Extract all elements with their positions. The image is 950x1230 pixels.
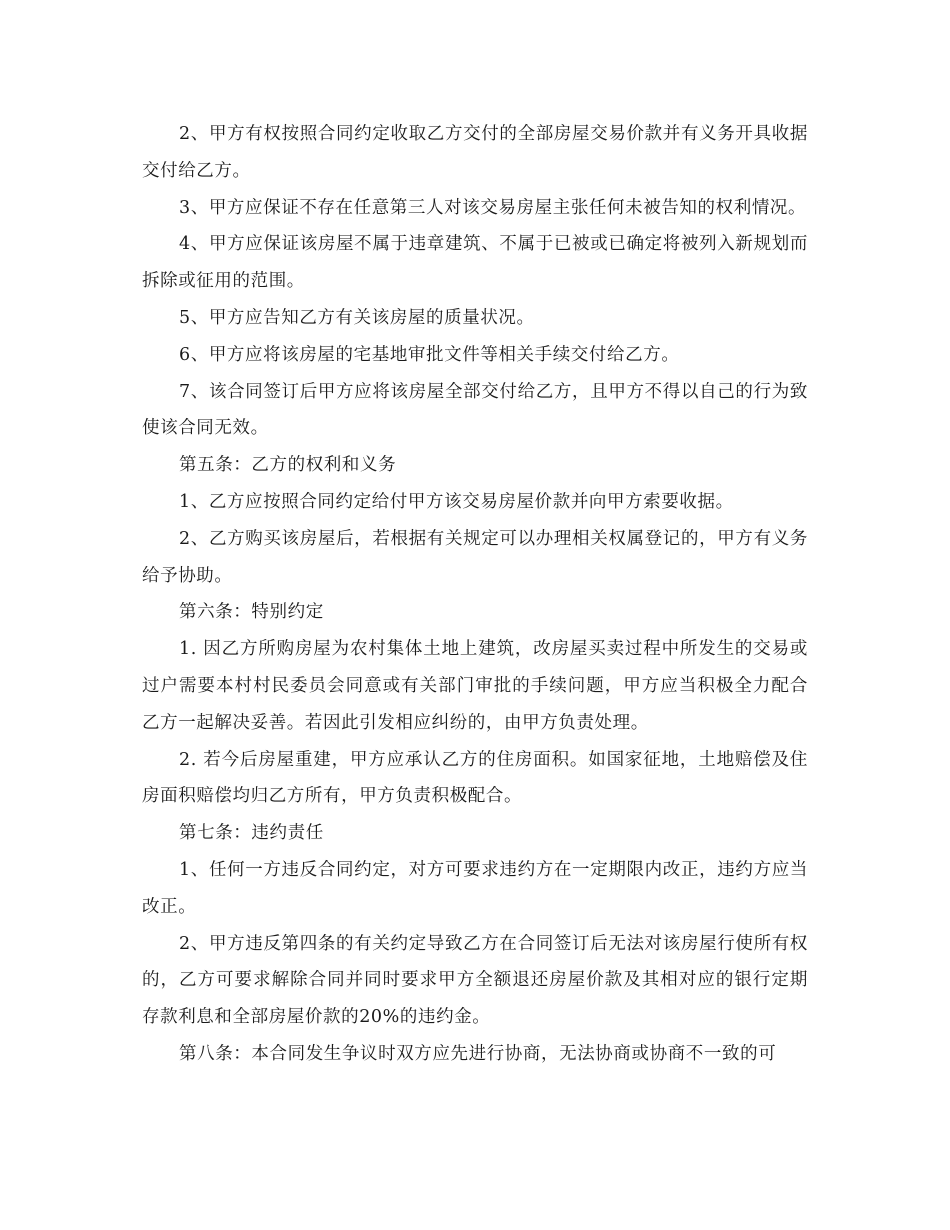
clause-8-heading: 第八条：本合同发生争议时双方应先进行协商，无法协商或协商不一致的可 bbox=[179, 1043, 777, 1064]
clause-4-item-2: 2、甲方有权按照合同约定收取乙方交付的全部房屋交易价款并有义务开具收据交付给乙方。 bbox=[142, 124, 808, 181]
clause-4-item-5: 5、甲方应告知乙方有关该房屋的质量状况。 bbox=[179, 307, 535, 328]
clause-7-heading: 第七条：违约责任 bbox=[179, 823, 324, 844]
clause-7-item-2: 2、甲方违反第四条的有关约定导致乙方在合同签订后无法对该房屋行使所有权的，乙方可要求解除合同并同时要求甲方全额退还房屋价款及其相对应的银行定期存款利息和全部房屋价款的20%的违约金。 bbox=[142, 933, 808, 1028]
clause-7-item-1: 1、任何一方违反合同约定，对方可要求违约方在一定期限内改正，违约方应当改正。 bbox=[142, 859, 808, 917]
clause-5-item-1: 1、乙方应按照合同约定给付甲方该交易房屋价款并向甲方索要收据。 bbox=[179, 491, 734, 512]
clause-5-heading: 第五条：乙方的权利和义务 bbox=[179, 455, 397, 476]
clause-4-item-7: 7、该合同签订后甲方应将该房屋全部交付给乙方，且甲方不得以自己的行为致使该合同无效。 bbox=[142, 381, 808, 439]
clause-5-item-2: 2、乙方购买该房屋后，若根据有关规定可以办理相关权属登记的，甲方有义务给予协助。 bbox=[142, 528, 808, 586]
clause-4-item-4: 4、甲方应保证该房屋不属于违章建筑、不属于已被或已确定将被列入新规划而拆除或征用的范围。 bbox=[142, 234, 808, 292]
clause-4-item-6: 6、甲方应将该房屋的宅基地审批文件等相关手续交付给乙方。 bbox=[179, 344, 680, 365]
clause-6-heading: 第六条：特别约定 bbox=[179, 602, 324, 623]
clause-4-item-3: 3、甲方应保证不存在任意第三人对该交易房屋主张任何未被告知的权利情况。 bbox=[179, 197, 807, 218]
document-body bbox=[142, 116, 808, 1073]
clause-6-item-2: 2. 若今后房屋重建，甲方应承认乙方的住房面积。如国家征地，土地赔偿及住房面积赔偿均归乙方所有，甲方负责积极配合。 bbox=[142, 749, 808, 807]
clause-6-item-1: 1. 因乙方所购房屋为农村集体土地上建筑，改房屋买卖过程中所发生的交易或过户需要本村村民委员会同意或有关部门审批的手续问题，甲方应当积极全力配合乙方一起解决妥善。若因此引发相应纠纷的，由甲方负责处理。 bbox=[142, 639, 808, 733]
